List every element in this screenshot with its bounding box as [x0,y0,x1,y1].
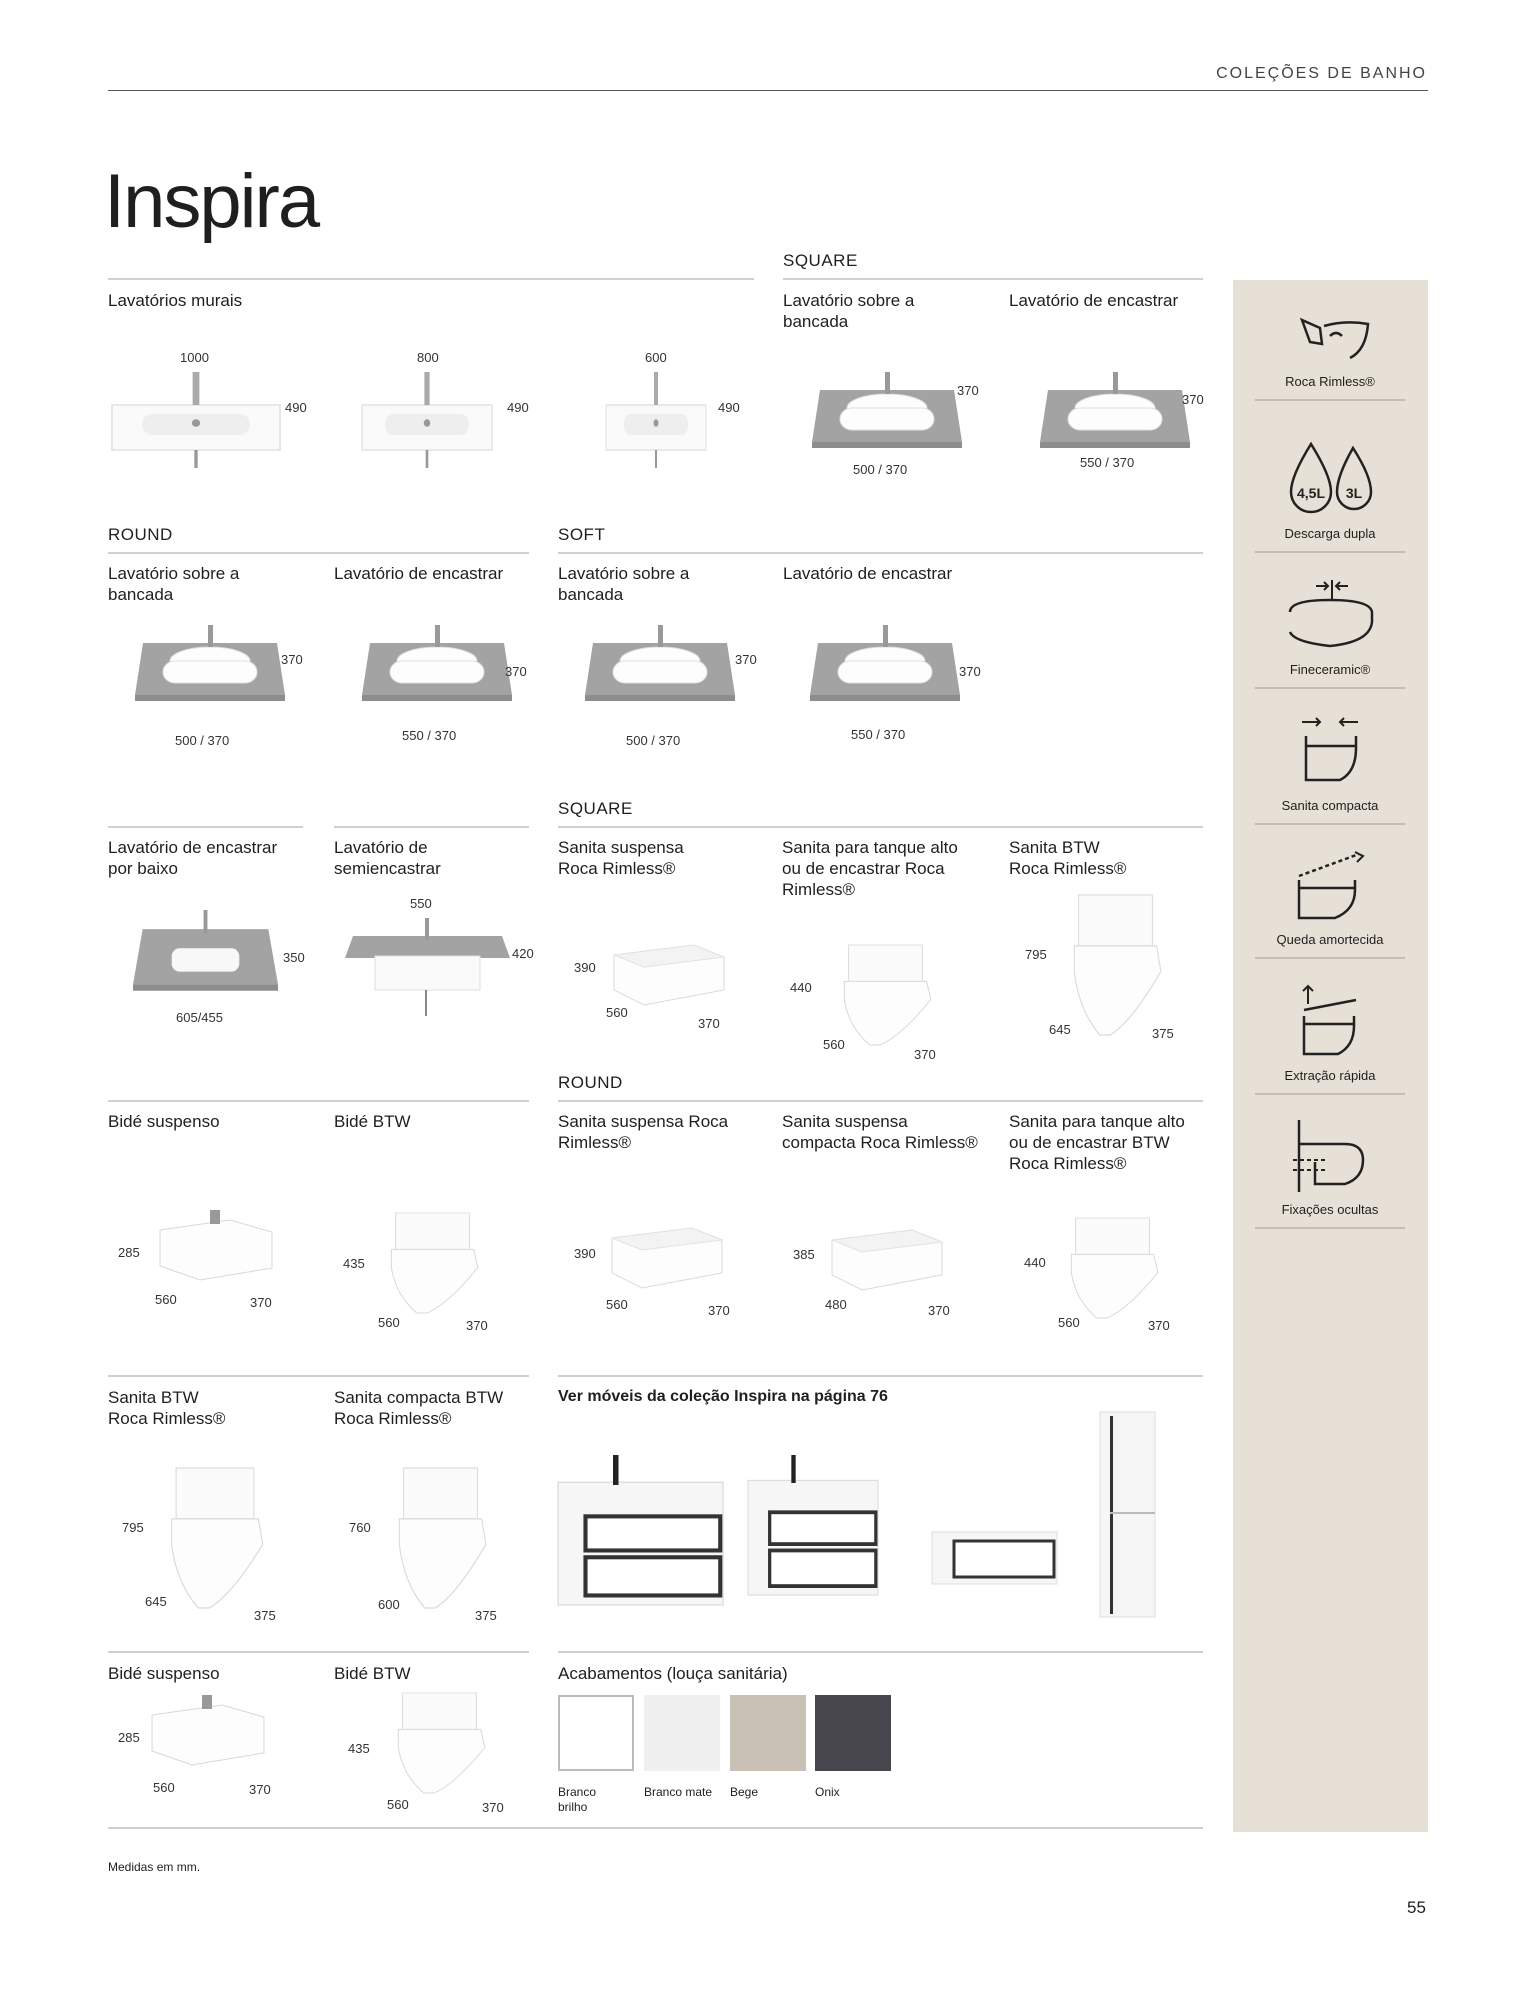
product-label: Sanita BTW Roca Rimless® [108,1388,226,1428]
low-drawer-unit-image [932,1527,1057,1587]
product-label: Sanita suspensa Roca Rimless® [558,1112,729,1152]
feature-rule [1255,823,1405,825]
dim-height: 795 [122,1520,144,1535]
dim-height: 440 [790,980,812,995]
row4-rule-left [108,1100,529,1102]
dim-depth: 370 [735,652,757,667]
row6-rule-right [558,1651,1203,1653]
finish-label: Bege [730,1785,759,1799]
feature-rule [1255,957,1405,959]
concealed-fixings-icon [1285,1116,1375,1196]
feature-dual-flush [1255,440,1405,553]
dim-size: 550 / 370 [851,727,906,742]
row1-rule-left [108,278,754,280]
dim-depth: 490 [285,400,307,415]
dim-height: 440 [1024,1255,1046,1270]
dim-width: 370 [249,1782,271,1797]
round-btw-bidet-image [392,1693,487,1793]
dim-size: 500 / 370 [853,462,908,477]
dim-height: 285 [118,1730,140,1745]
dim-width: 375 [1152,1026,1174,1041]
dual-flush-icon [1283,440,1378,520]
dual-flush-value-full: 4,5L [1296,485,1325,501]
product-label: Sanita para tanque alto ou de encastrar BTW Roca Rimless® [1009,1112,1185,1173]
vanity-unit-countertop-image [748,1455,878,1595]
feature-rimless [1255,308,1405,401]
dim-length: 480 [825,1297,847,1312]
dim-width: 375 [254,1608,276,1623]
dim-width: 375 [475,1608,497,1623]
compact-toilet-icon [1290,712,1370,792]
finish-label: Branco brilho [558,1785,597,1814]
product-label: Bidé BTW [334,1112,411,1131]
feature-label: Extração rápida [1284,1068,1376,1083]
feature-soft-close [1255,846,1405,959]
round-wall-bidet-image [152,1693,267,1773]
dim-size: 500 / 370 [175,733,230,748]
rimless-icon [1290,308,1370,368]
dim-depth: 420 [512,946,534,961]
row5-rule-left [108,1375,529,1377]
fineceramic-icon [1280,576,1380,656]
dim-length: 560 [153,1780,175,1795]
dim-height: 760 [349,1520,371,1535]
dim-width: 370 [466,1318,488,1333]
feature-rule [1255,687,1405,689]
dim-length: 645 [1049,1022,1071,1037]
dim-length: 560 [606,1297,628,1312]
dim-depth: 370 [505,664,527,679]
wall-bidet-image [160,1208,275,1286]
row3-rule-b [334,826,529,828]
finishes-title: Acabamentos (louça sanitária) [558,1664,788,1683]
dim-width: 550 [410,896,432,911]
compact-btw-toilet-image [393,1468,488,1608]
row2-rule-right [558,552,1203,554]
dual-flush-value-half: 3L [1345,485,1362,501]
feature-label: Fixações ocultas [1281,1202,1379,1217]
dim-length: 560 [606,1005,628,1020]
feature-label: Descarga dupla [1284,526,1376,541]
dim-size: 500 / 370 [626,733,681,748]
feature-label: Roca Rimless® [1285,374,1375,389]
row6-rule-left [108,1651,529,1653]
dim-length: 600 [378,1597,400,1612]
feature-quick-release [1255,982,1405,1095]
product-label: Lavatório sobre a bancada [108,564,240,604]
row2-rule-left [108,552,529,554]
section-header: COLEÇÕES DE BANHO [1216,65,1427,82]
round-floor-toilet-image [1065,1218,1160,1318]
square-btw-toilet-image [1068,895,1163,1035]
feature-label: Sanita compacta [1281,798,1379,813]
product-label: Bidé suspenso [108,1112,220,1131]
finish-swatch-bege[interactable] [730,1695,806,1771]
product-label: Lavatórios murais [108,291,243,310]
furniture-note[interactable]: Ver móveis da coleção Inspira na página 76 [558,1388,888,1405]
row5-rule-right [558,1375,1203,1377]
feature-compact [1255,712,1405,825]
dim-height: 390 [574,1246,596,1261]
dim-length: 645 [145,1594,167,1609]
dim-height: 285 [118,1245,140,1260]
product-label: Bidé BTW [334,1664,411,1683]
dim-length: 560 [155,1292,177,1307]
round-compact-toilet-image [832,1220,937,1292]
dim-width: 370 [250,1295,272,1310]
dim-height: 385 [793,1247,815,1262]
dim-length: 560 [387,1797,409,1812]
header-rule [108,90,1428,91]
product-label: Lavatório de encastrar [334,564,504,583]
round-btw-toilet-image [165,1468,265,1608]
features-sidebar [1233,280,1428,1832]
row4-rule-right [558,1100,1203,1102]
product-label: Bidé suspenso [108,1664,220,1683]
product-label: Lavatório sobre a bancada [783,291,915,331]
row1-rule-right [783,278,1203,280]
finish-label: Onix [815,1785,840,1799]
section-round-2: ROUND [558,1073,623,1092]
soft-close-icon [1285,846,1375,926]
square-wall-toilet-image [614,935,729,1015]
product-label: Lavatório de encastrar por baixo [108,838,278,878]
product-label: Sanita para tanque alto ou de encastrar Roca Rimless® [782,838,958,899]
square-counter-basin-image [812,372,962,452]
product-label: Lavatório de encastrar [1009,291,1179,310]
feature-rule [1255,1227,1405,1229]
section-round-1: ROUND [108,525,173,544]
dim-height: 795 [1025,947,1047,962]
finish-swatch-branco-brilho[interactable] [558,1695,634,1771]
bottom-rule [108,1827,1203,1829]
dim-width: 370 [482,1800,504,1815]
semi-inset-basin-image [345,918,510,1018]
feature-rule [1255,551,1405,553]
dim-width: 370 [928,1303,950,1318]
dim-length: 560 [823,1037,845,1052]
product-label: Sanita BTW Roca Rimless® [1009,838,1127,878]
dim-depth: 350 [283,950,305,965]
measurements-note: Medidas em mm. [108,1860,201,1874]
section-square-1: SQUARE [783,251,858,270]
dim-length: 560 [378,1315,400,1330]
dim-size: 550 / 370 [402,728,457,743]
page-number: 55 [1407,1898,1426,1917]
feature-rule [1255,399,1405,401]
round-counter-basin-image [135,625,275,715]
dim-width: 370 [1148,1318,1170,1333]
dim-width: 370 [914,1047,936,1062]
vanity-unit-image [558,1455,723,1605]
finish-swatch-onix[interactable] [815,1695,891,1771]
dim-depth: 370 [281,652,303,667]
square-floor-toilet-image [838,945,933,1045]
section-square-2: SQUARE [558,799,633,818]
round-inset-basin-image [362,625,502,710]
dim-depth: 370 [959,664,981,679]
finish-swatch-branco-mate[interactable] [644,1695,720,1771]
product-label: Lavatório de encastrar [783,564,953,583]
row3-rule-right [558,826,1203,828]
feature-fineceramic [1255,576,1405,689]
dim-width: 1000 [180,350,209,365]
product-label: Lavatório de semiencastrar [334,838,441,878]
feature-rule [1255,1093,1405,1095]
column-cabinet-image [1100,1412,1160,1617]
round-wall-toilet-image [612,1218,727,1293]
wall-basin-800-image [362,372,492,468]
quick-release-icon [1290,982,1370,1062]
dim-size: 605/455 [176,1010,223,1025]
dim-height: 390 [574,960,596,975]
feature-concealed-fixings [1255,1116,1405,1229]
wall-basin-1000-image [112,372,280,468]
feature-label: Queda amortecida [1276,932,1384,947]
dim-depth: 490 [507,400,529,415]
dim-width: 370 [698,1016,720,1031]
finish-label: Branco mate [644,1785,713,1799]
dim-height: 435 [343,1256,365,1271]
dim-width: 600 [645,350,667,365]
undercounter-basin-image [133,910,278,995]
row3-rule-a [108,826,303,828]
dim-height: 435 [348,1741,370,1756]
wall-basin-600-image [606,372,706,468]
dim-width: 370 [708,1303,730,1318]
dim-width: 800 [417,350,439,365]
dim-depth: 490 [718,400,740,415]
dim-depth: 370 [957,383,979,398]
square-inset-basin-image [1040,372,1180,447]
dim-length: 560 [1058,1315,1080,1330]
product-label: Sanita suspensa Roca Rimless® [558,838,684,878]
section-soft: SOFT [558,525,606,544]
page-title: Inspira [104,159,319,244]
soft-inset-basin-image [810,625,955,710]
product-label: Sanita compacta BTW Roca Rimless® [334,1388,504,1428]
product-label: Sanita suspensa compacta Roca Rimless® [782,1112,978,1152]
btw-bidet-image [385,1213,480,1313]
soft-counter-basin-image [585,625,730,715]
feature-label: Fineceramic® [1289,662,1371,677]
dim-size: 550 / 370 [1080,455,1135,470]
product-label: Lavatório sobre a bancada [558,564,690,604]
dim-depth: 370 [1182,392,1204,407]
